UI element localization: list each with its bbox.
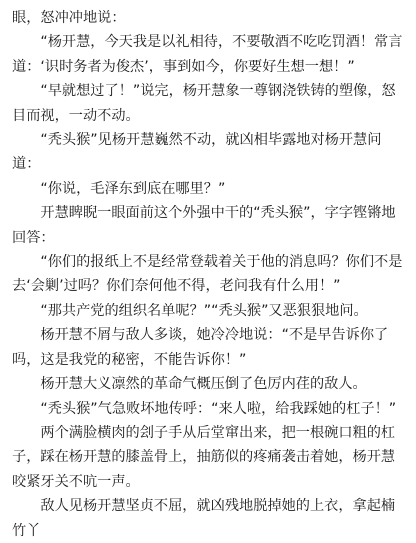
- paragraph: “秃头猴”气急败坏地传呼：“来人啦，给我踩她的杠子！”: [40, 400, 397, 417]
- paragraph: “秃头猴”见杨开慧巍然不动，就凶相毕露地对杨开慧问道：: [12, 132, 382, 173]
- paragraph: 两个满脸横肉的刽子手从后堂窜出来，把一根碗口粗的杠子，踩在杨开慧的膝盖骨上，抽筋似的疼痛袭击着她，杨开慧咬紧牙关不吭一声。: [12, 424, 396, 490]
- paragraph: 杨开慧不屑与敌人多谈，她冷冷地说：“不是早告诉你了吗，这是我党的秘密，不能告诉你！”: [12, 327, 389, 368]
- paragraph: 敌人见杨开慧坚贞不屈，就凶残地脱掉她的上衣，拿起楠竹丫: [12, 498, 396, 539]
- paragraph: “那共产党的组织名单呢？”“秃头猴”又恶狠狠地问。: [40, 302, 368, 319]
- paragraph: “杨开慧，今天我是以礼相待，不要敬酒不吃吃罚酒！常言道：‘识时务者为俊杰’，事到如今，你要好生想一想！”: [12, 34, 403, 75]
- paragraph: 开慧睥睨一眼面前这个外强中干的“秃头猴”，字字铿锵地回答：: [12, 205, 396, 246]
- paragraph: “早就想过了！”说完，杨开慧象一尊钢浇铁铸的塑像，怒目而视，一动不动。: [12, 83, 396, 124]
- paragraph: 眼，怒冲冲地说：: [12, 10, 126, 26]
- paragraph: “你说，毛泽东到底在哪里？”: [40, 180, 226, 197]
- paragraph: “你们的报纸上不是经常登载着关于他的消息吗？你们不是去‘会剿’过吗？你们奈何他不得，老问我有什么用！”: [12, 254, 403, 295]
- paragraph: 杨开慧大义凛然的革命气概压倒了色厉内荏的敌人。: [40, 376, 367, 393]
